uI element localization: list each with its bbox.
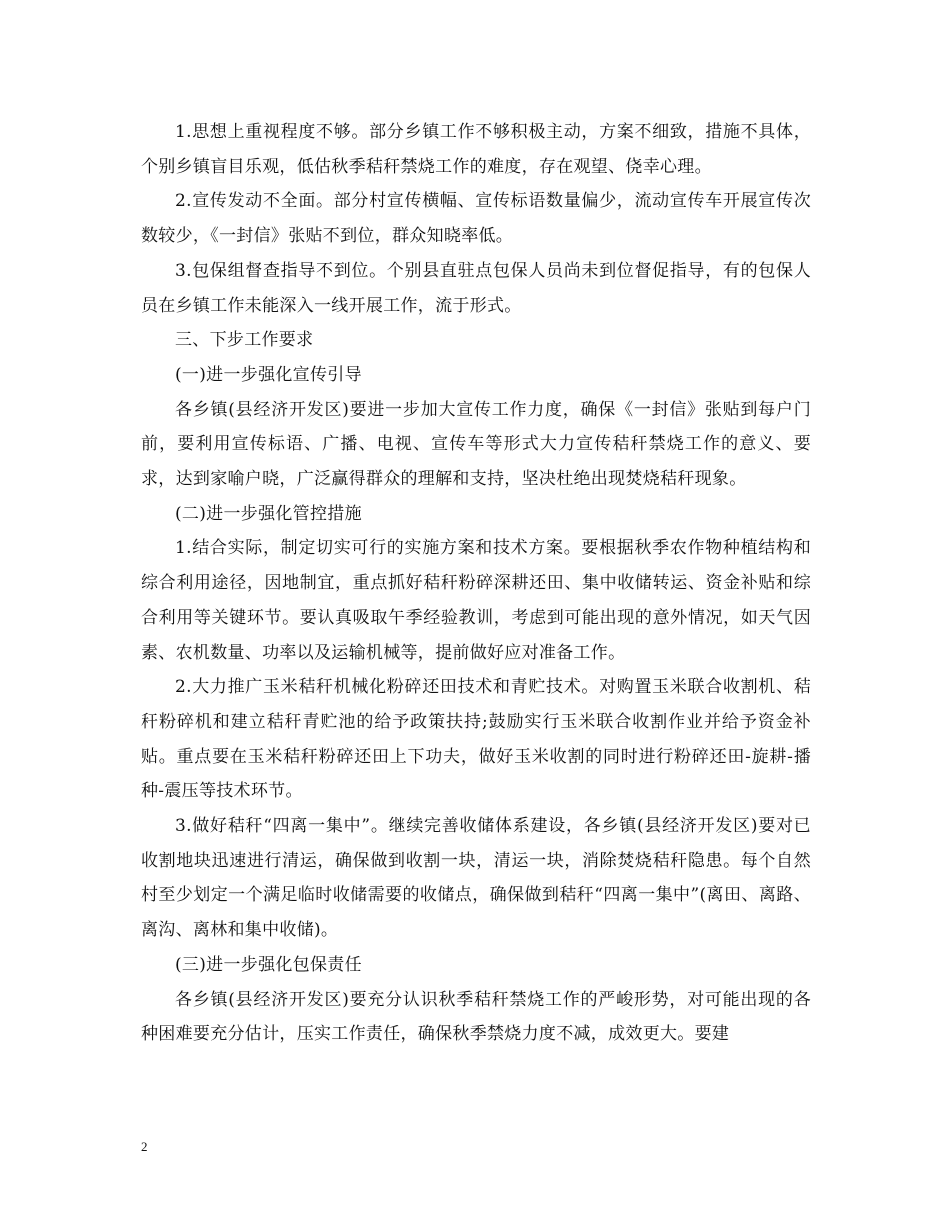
paragraph-mechanized-technique: 2.大力推广玉米秸秆机械化粉碎还田技术和青贮技术。对购置玉米联合收割机、秸秆粉碎机和建立秸秆青贮池的给予政策扶持;鼓励实行玉米联合收割作业并给予资金补贴。重点要在玉米秸秆粉碎还田上下功夫，做好玉米收割的同时进行粉碎还田-旋耕-播种-震压等技术环节。 [141,677,811,802]
paragraph-supervision-issue: 3.包保组督查指导不到位。个别县直驻点包保人员尚未到位督促指导，有的包保人员在乡镇工作未能深入一线开展工作，流于形式。 [141,260,811,316]
document-body [141,115,811,1052]
paragraph-four-separations: 3.做好秸秆“四离一集中”。继续完善收储体系建设，各乡镇(县经济开发区)要对已收割地块迅速进行清运，确保做到收割一块，清运一块，消除焚烧秸秆隐患。每个自然村至少划定一个满足临时收储需要的收储点，确保做到秸秆“四离一集中”(离田、离路、离沟、离林和集中收储)。 [141,816,811,941]
paragraph-responsibility: 各乡镇(县经济开发区)要充分认识秋季秸秆禁烧工作的严峻形势，对可能出现的各种困难要充分估计，压实工作责任，确保秋季禁烧力度不减，成效更大。要建 [141,989,811,1045]
section-heading-next-steps: 三、下步工作要求 [175,330,314,351]
paragraph-publicity-issue: 2.宣传发动不全面。部分村宣传横幅、宣传标语数量偏少，流动宣传车开展宣传次数较少，《一封信》张贴不到位，群众知晓率低。 [141,191,811,247]
subheading-control-measures: (二)进一步强化管控措施 [175,503,362,524]
subheading-responsibility: (三)进一步强化包保责任 [175,954,362,975]
paragraph-thinking-issue: 1.思想上重视程度不够。部分乡镇工作不够积极主动，方案不细致，措施不具体，个别乡镇盲目乐观，低估秋季秸秆禁烧工作的难度，存在观望、侥幸心理。 [141,122,811,177]
page-number: 2 [141,1139,148,1154]
subheading-publicity: (一)进一步强化宣传引导 [175,364,362,385]
paragraph-implementation-plan: 1.结合实际，制定切实可行的实施方案和技术方案。要根据秋季农作物种植结构和综合利用途径，因地制宜，重点抓好秸秆粉碎深耕还田、集中收储转运、资金补贴和综合利用等关键环节。要认真吸取午季经验教训，考虑到可能出现的意外情况，如天气因素、农机数量、功率以及运输机械等，提前做好应对准备工作。 [141,538,811,663]
paragraph-publicity-requirement: 各乡镇(县经济开发区)要进一步加大宣传工作力度，确保《一封信》张贴到每户门前，要利用宣传标语、广播、电视、宣传车等形式大力宣传秸秆禁烧工作的意义、要求，达到家喻户晓，广泛赢得群众的理解和支持，坚决杜绝出现焚烧秸秆现象。 [141,399,811,490]
